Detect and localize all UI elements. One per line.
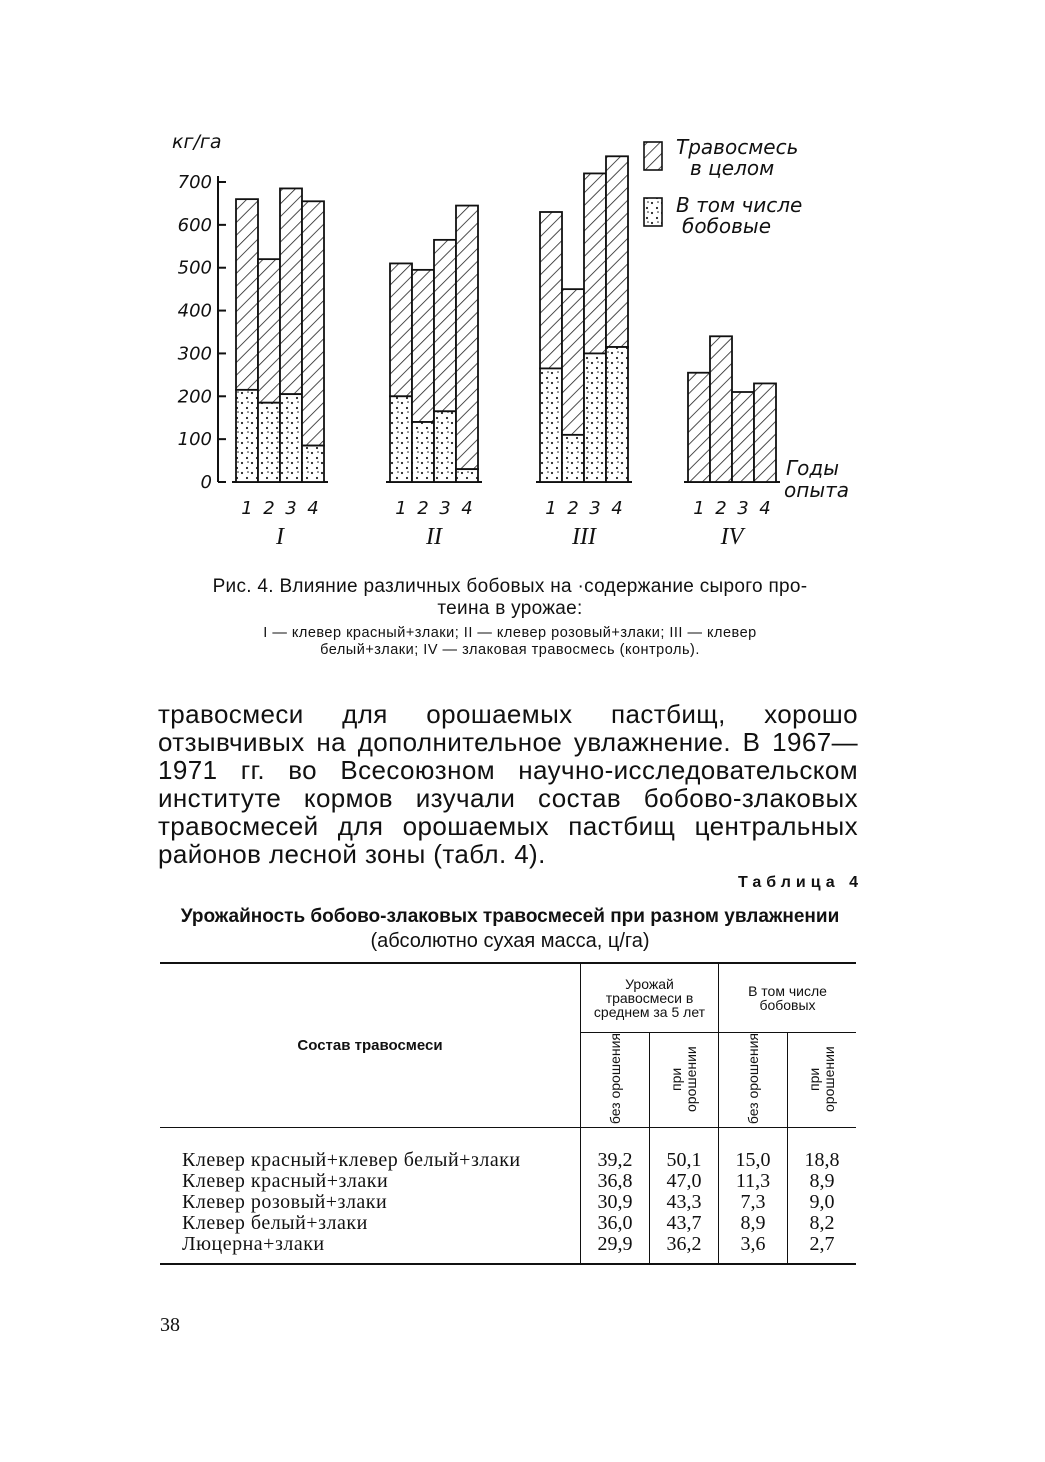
legend-hatch-swatch [644,142,662,170]
group-label: IV [720,524,744,550]
y-tick-label: 500 [177,257,212,279]
y-axis-label: кг/га [172,131,222,153]
row-value: 2,7 [809,1233,835,1255]
bar-total [732,392,754,482]
chart-svg [160,120,880,560]
header-with-irrigation-1: при орошении [650,1033,719,1128]
caption-legend-line2: белый+злаки; IV — злаковая травосмесь (контроль). [320,642,700,658]
table-number: Таблица 4 [737,874,863,891]
x-tick-label: 2 [567,498,579,519]
y-tick-label: 400 [177,300,212,322]
row-value: 11,3 [719,1171,788,1192]
legend-dots-swatch [644,198,662,226]
header-without-irrigation-1: без орошения [581,1033,650,1128]
bar-total [606,156,628,347]
bar-total [302,201,324,445]
bar-legumes [456,469,478,482]
row-composition: Клевер красный+клевер белый+злаки [160,1128,581,1172]
row-value: 36,2 [650,1234,719,1264]
x-tick-label: 1 [693,498,705,519]
x-tick-label: 4 [461,498,473,519]
y-tick-label: 0 [200,472,212,493]
row-value: 47,0 [650,1171,719,1192]
row-value: 30,9 [581,1192,650,1213]
x-tick-label: 2 [263,498,275,519]
row-value: 36,8 [581,1171,650,1192]
x-tick-label: 3 [439,498,451,519]
bar-legumes [584,353,606,482]
row-composition: Люцерна+злаки [160,1234,581,1264]
y-tick-label: 200 [177,386,212,408]
x-tick-label: 3 [737,498,749,519]
bar-total [390,263,412,396]
x-axis-label-line1: Годы [786,456,839,480]
bar-legumes [258,403,280,482]
bar-legumes [606,347,628,482]
legend-legumes-line1: В том числе [676,193,803,217]
body-paragraph: травосмеси для орошаемых пастбищ, хорошо отзывчивых на дополнительное увлажнение. В 1967—1971 гг. во Всесоюзном научно-исследовательском институте кормов изучали состав бобово-злаковых травосмесей для орошаемых пастбищ центральных районов лесной зоны (табл. 4). [158,699,858,869]
bar-legumes [302,446,324,482]
x-tick-label: 1 [395,498,407,519]
header-with-irrigation-2: при орошении [788,1033,857,1128]
table-title: Урожайность бобово-злаковых травосмесей при разном увлажнении [180,906,840,927]
y-tick-label: 600 [177,214,212,236]
x-tick-label: 2 [715,498,727,519]
bar-legumes [434,411,456,482]
x-tick-label: 3 [589,498,601,519]
y-tick-label: 100 [177,429,212,451]
table-row [160,1171,856,1192]
row-value: 43,7 [650,1213,719,1234]
caption-line1: Рис. 4. Влияние различных бобовых на ·содержание сырого про- [212,576,808,597]
bar-total [584,173,606,353]
bar-total [280,188,302,394]
x-tick-label: 1 [241,498,253,519]
bar-legumes [540,368,562,482]
row-value: 36,0 [581,1213,650,1234]
bar-total [236,199,258,390]
bar-total [456,206,478,470]
group-label: III [572,524,596,550]
row-value: 8,9 [719,1213,788,1234]
protein-chart [160,120,880,560]
row-value: 50,1 [650,1128,719,1172]
row-composition: Клевер красный+злаки [160,1171,581,1192]
x-tick-label: 2 [417,498,429,519]
row-value: 7,3 [719,1192,788,1213]
table-row [160,1234,856,1264]
bar-legumes [280,394,302,482]
x-tick-label: 4 [611,498,623,519]
bar-total [710,336,732,482]
row-value: 8,9 [809,1170,835,1192]
header-yield: Урожай травосмеси в среднем за 5 лет [581,963,719,1033]
figure-caption [160,576,860,620]
row-value: 43,3 [650,1192,719,1213]
row-value: 9,0 [809,1191,835,1213]
bar-total [434,240,456,411]
caption-legend-line1: I — клевер красный+злаки; II — клевер розовый+злаки; III — клевер [263,625,757,641]
bar-total [754,383,776,482]
y-tick-label: 300 [177,343,212,365]
bar-total [258,259,280,403]
group-label: II [426,524,442,550]
x-tick-label: 3 [285,498,297,519]
yield-table [160,962,856,1265]
legend-legumes-line2: бобовые [682,214,772,238]
header-composition: Состав травосмеси [160,963,581,1128]
row-value: 29,9 [581,1234,650,1264]
bar-legumes [236,390,258,482]
bar-legumes [412,422,434,482]
row-composition: Клевер белый+злаки [160,1213,581,1234]
row-value: 18,8 [804,1149,840,1171]
row-value: 15,0 [719,1128,788,1172]
page-number: 38 [160,1314,180,1336]
header-legumes: В том числе бобовых [719,963,857,1033]
bar-legumes [562,435,584,482]
table-subtitle: (абсолютно сухая масса, ц/га) [370,930,650,952]
y-tick-label: 700 [177,172,212,193]
row-value: 8,2 [809,1212,835,1234]
row-composition: Клевер розовый+злаки [160,1192,581,1213]
header-without-irrigation-2: без орошения [719,1033,788,1128]
bar-total [562,289,584,435]
x-axis-label-line2: опыта [784,478,850,502]
bar-total [412,270,434,422]
table-row [160,1128,856,1172]
x-tick-label: 4 [307,498,319,519]
legend-total-line2: в целом [690,156,775,180]
bar-total [688,373,710,482]
table-row [160,1192,856,1213]
table-row [160,1213,856,1234]
legend-total-line1: Травосмесь [676,135,799,159]
row-value: 3,6 [719,1234,788,1264]
group-label: I [276,524,284,550]
bar-total [540,212,562,368]
bar-legumes [390,396,412,482]
caption-line2: теина в урожае: [437,598,583,619]
row-value: 39,2 [581,1128,650,1172]
x-tick-label: 4 [759,498,771,519]
figure-caption-legend [160,625,860,659]
x-tick-label: 1 [545,498,557,519]
